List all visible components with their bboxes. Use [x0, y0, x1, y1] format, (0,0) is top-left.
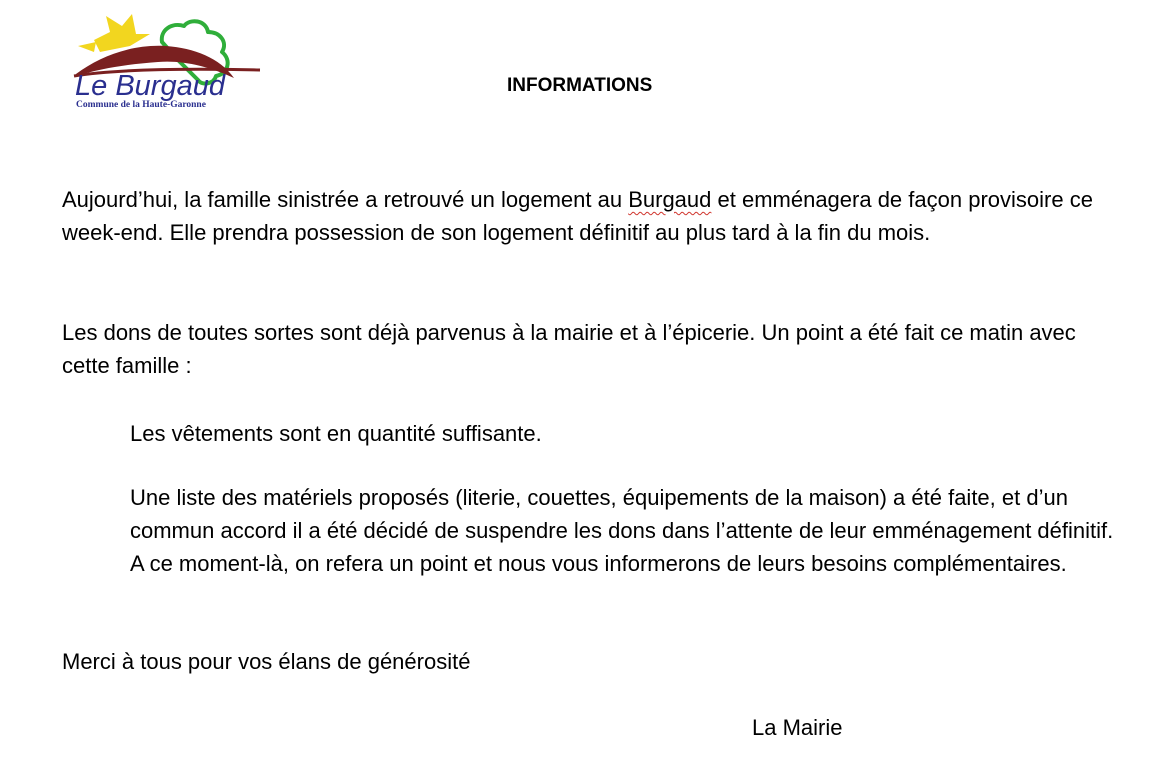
- spellcheck-flagged-word: Burgaud: [628, 187, 712, 212]
- sun-rays-icon: [94, 14, 150, 52]
- paragraph-donations: Les dons de toutes sortes sont déjà parvenus à la mairie et à l’épicerie. Un point a été fait ce matin avec cette famille :: [62, 320, 1076, 378]
- indented-item-equipment: Une liste des matériels proposés (literie, couettes, équipements de la maison) a été faite, et d’un commun accord il a été décidé de suspendre les dons dans l’attente de leur emménagement définitif. A ce moment-là, on refera un point et nous vous informerons de leurs besoins complémentaires.: [130, 485, 1114, 576]
- municipality-logo: [70, 12, 270, 116]
- indented-item-clothing: Les vêtements sont en quantité suffisante.: [130, 421, 542, 446]
- logo-subtitle: Commune de la Haute-Garonne: [76, 100, 206, 110]
- paragraph-housing-end: et emménagera de façon provisoire ce week-end. Elle prendra possession de son logement définitif au plus tard à la fin du mois.: [62, 187, 1093, 245]
- sun-ray-left-icon: [78, 42, 96, 52]
- paragraph-housing: [62, 183, 1122, 249]
- closing-thanks: Merci à tous pour vos élans de générosité: [62, 649, 471, 674]
- signature: La Mairie: [752, 715, 843, 740]
- logo-title: Le Burgaud: [75, 70, 225, 102]
- document-title: INFORMATIONS: [507, 75, 653, 96]
- paragraph-housing-start: Aujourd’hui, la famille sinistrée a retrouvé un logement au: [62, 187, 629, 212]
